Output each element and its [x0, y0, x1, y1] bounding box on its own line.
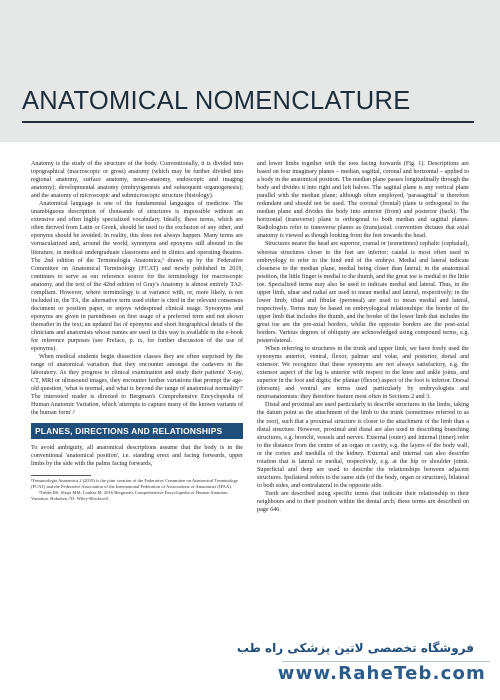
body-paragraph: Teeth are described using specific terms that indicate their relationship to their neighbours and to their position within the dental arch; these terms are described on page 646.	[257, 490, 469, 514]
title-rule	[22, 121, 474, 123]
page-title: ANATOMICAL NOMENCLATURE	[22, 87, 411, 115]
right-column	[257, 160, 469, 514]
body-paragraph: To avoid ambiguity, all anatomical descriptions assume that the body is in the conventional 'anatomical position', i.e. standing erect and facing forwards, upper limbs by the side with the palms facing forwards,	[31, 444, 243, 467]
watermark-url: www.RaheTeb.com	[277, 663, 486, 684]
left-column	[31, 160, 243, 502]
body-paragraph: When referring to structures in the trunk and upper limb, we have freely used the synonyms anterior, ventral, flexor, palmar and volar, and posterior, dorsal and extensor. We recognize that these synonyms are not always satisfactory, e.g. the extensor aspect of the leg is anterior with respect to the knee and ankle joints, and superior in the foot and digits; the plantar (flexor) aspect of the foot is inferior. Dorsal (dorsum) and ventral are terms used particularly by embryologists and neuroanatomists: they therefore feature most often in Sections 2 and 3.	[257, 346, 469, 401]
body-paragraph: and lower limbs together with the toes facing forwards (Fig. 1). Descriptions are based on four imaginary planes – median, sagittal, coronal and horizontal – applied to a body in the anatomical position. The median plane passes longitudinally through the body and divides it into right and left halves. The sagittal plane is any vertical plane parallel with the median plane; although often employed, 'parasagittal' is therefore redundant and should not be used. The coronal (frontal) plane is orthogonal to the median plane and divides the body into anterior (front) and posterior (back). The horizontal (transverse) plane is orthogonal to both median and sagittal planes. Radiologists refer to transverse planes as (trans)axial: convention dictates that axial anatomy is viewed as though looking from the feet towards the head.	[257, 161, 469, 240]
body-paragraph: Structures nearer the head are superior, cranial or (sometimes) cephalic (cephalad), whereas structures closer to the feet are inferior; caudal is most often used in embryology to refer to the hind end of the embryo. Medial and lateral indicate closeness to the median plane, medial being closer than lateral; in the anatomical position, the little finger is medial to the thumb, and the great toe is medial to the little toe. Specialized terms may also be used to indicate medial and lateral. Thus, in the upper limb, ulnar and radial are used to mean medial and lateral, respectively; in the lower limb, tibial and fibular (peroneal) are used to mean medial and lateral, respectively. Terms may be based on embryological relationships: the border of the upper limb that includes the thumb, and the border of the lower limb that includes the great toe are the pre-axial borders, whilst the opposite borders are the post-axial borders. Various degrees of obliquity are acknowledged using compound terms, e.g. posterolateral.	[257, 241, 469, 345]
section-heading: PLANES, DIRECTIONS AND RELATIONSHIPS	[31, 423, 243, 439]
watermark-persian-text: فروشگاه تخصصی لاتین پزشکی راه طب	[236, 641, 474, 655]
footnote: ¹Terminologia Anatomica 2 (2019) is the joint creation of the Federative Committee on Anatomical Terminology (FCAT) and the Federative Association of the International Federation of Associations of Anatomists (IFAA).	[31, 478, 239, 489]
body-paragraph: Anatomy is the study of the structure of the body. Conventionally, it is divided into topographical (macroscopic or gross) anatomy (which may be further divided into regional anatomy, surface anatomy, neuro-anatomy, endoscopic and imaging anatomy); developmental anatomy (embryogenesis and subsequent organogenesis); and the anatomy of microscopic and submicroscopic structure (histology).	[31, 161, 243, 200]
body-paragraph: Distal and proximal are used particularly to describe structures in the limbs, taking the datum point as the attachment of the limb to the trunk (sometimes referred to as the root), such that a proximal structure is closer to the attachment of the limb than a distal structure. However, proximal and distal are also used in describing branching structures, e.g. bronchi, vessels and nerves. External (outer) and internal (inner) refer to the distance from the centre of an organ or cavity, e.g. the layers of the body wall, or the cortex and medulla of the kidney. External and internal can also describe rotation that is lateral or medial, respectively, e.g. at the hip or shoulder joints. Superficial and deep are used to describe the relationships between adjacent structures. Ipsilateral refers to the same side (of the body, organ or structure), bilateral to both sides, and contralateral to the opposite side.	[257, 402, 469, 489]
watermark-divider	[282, 661, 490, 662]
body-paragraph: When medical students begin dissection classes they are often surprised by the range of anatomical variation that they encounter amongst the cadavers in the laboratory. As they progress to clinical examination and study their patients' X-ray, CT, MRI or ultrasound images, they encounter further variations that prompt the age-old question, 'what is normal, and what is beyond the range of anatomical normality?' The interested reader is directed to Bergman's Comprehensive Encyclopedia of Human Anatomic Variation, which 'attempts to capture many of the known variants of the human form'.²	[31, 354, 243, 417]
watermark	[196, 641, 500, 700]
footnote: ²Tubbs RS, Shoja MM, Loukas M. 2016 Bergman's Comprehensive Encyclopedia of Human Anatomic Variation. Hoboken, NJ: Wiley-Blackwell.	[31, 490, 229, 502]
footnote-rule	[31, 475, 91, 476]
body-paragraph: Anatomical language is one of the fundamental languages of medicine. The unambiguous description of thousands of structures is impossible without an extensive and often highly specialized vocabulary. Ideally, these terms, which are often derived from Latin or Greek, should be used to the exclusion of any other, and eponyms should be avoided. In reality, this does not always happen. Many terms are vernacularized and, around the world, synonyms and eponyms still abound in the literature, in medical undergraduate classrooms and in clinics and operating theatres. The 2nd edition of the Terminologia Anatomica,¹ drawn up by the Federative Committee on Anatomical Terminology (FCAT) and newly published in 2019, continues to serve as our reference source for the terminology for macroscopic anatomy, and the text of the 42nd edition of Gray's Anatomy is almost entirely TA2-compliant. However, where terminology is at variance with, or, more likely, is not included in, the TA, the alternative term used either is cited in the relevant consensus document or position paper, or enjoys widespread clinical usage. Synonyms and eponyms are given in parentheses on first usage of a preferred term and not shown thereafter in the text; an updated list of eponyms and short biographical details of the clinicians and anatomists whose names are used in this way is available in the e-book for reference purposes (see Preface, p. ix, for further discussion of the use of eponyms).	[31, 201, 243, 353]
